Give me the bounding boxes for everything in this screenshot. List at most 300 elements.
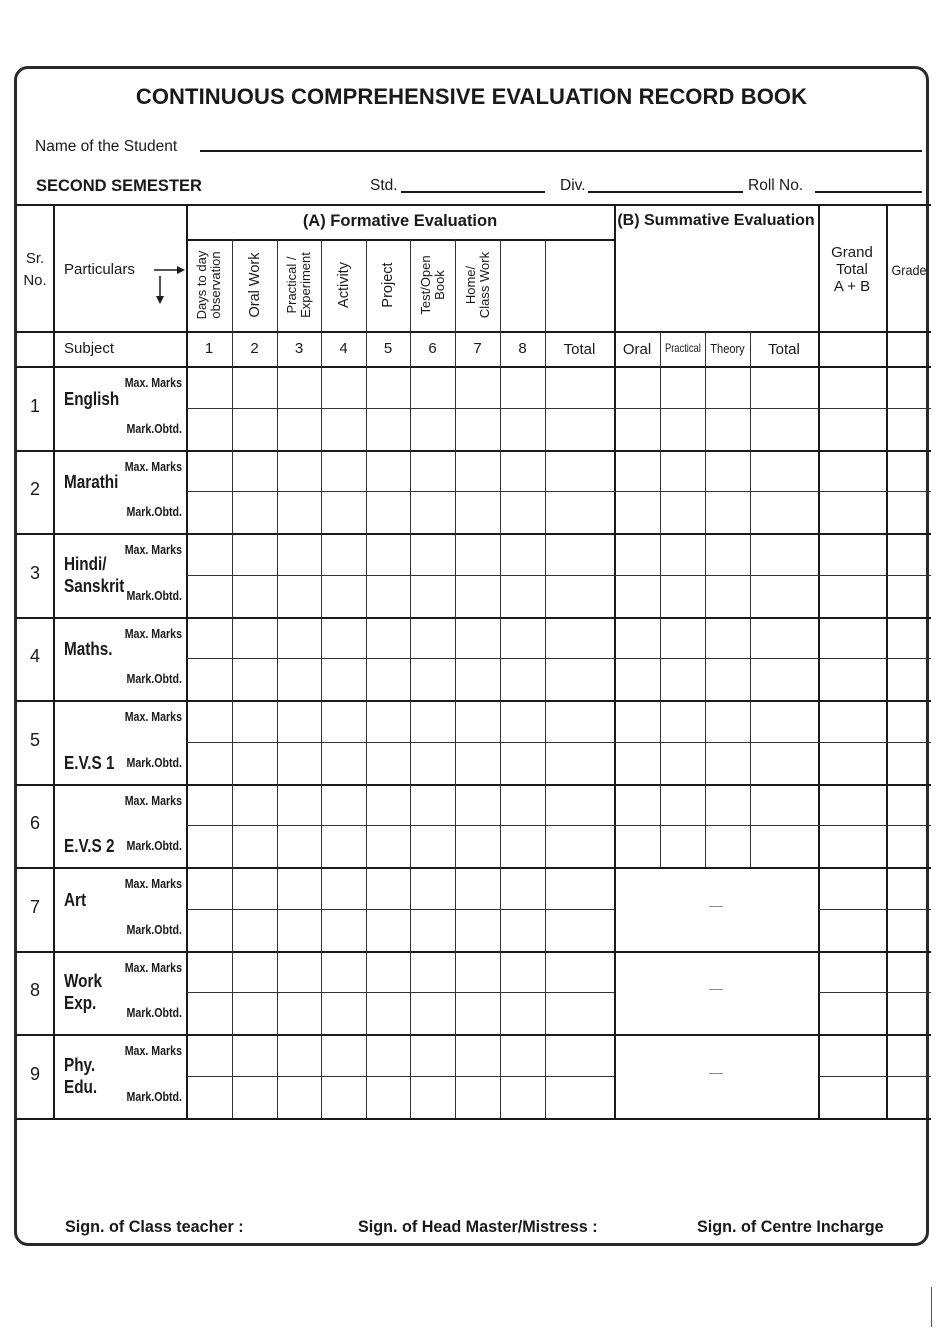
- marks-obtained-cell[interactable]: [323, 911, 364, 949]
- semester-label: SECOND SEMESTER: [36, 177, 202, 195]
- max-marks-cell[interactable]: [707, 619, 748, 657]
- page-edge-mark: [931, 1287, 932, 1327]
- max-marks-cell[interactable]: [279, 702, 319, 740]
- marks-obtained-cell[interactable]: [412, 911, 453, 949]
- marks-obtained-cell[interactable]: [279, 827, 319, 865]
- max-marks-cell[interactable]: [412, 869, 453, 907]
- max-marks-label: Max. Marks: [124, 459, 182, 474]
- marks-obtained-cell[interactable]: [502, 660, 543, 698]
- marks-obtained-cell[interactable]: [323, 994, 364, 1032]
- marks-obtained-cell[interactable]: [188, 577, 230, 615]
- max-marks-cell[interactable]: [547, 786, 612, 824]
- max-obtd-split-rule: [186, 909, 614, 910]
- marks-obtained-cell[interactable]: [547, 827, 612, 865]
- max-marks-cell[interactable]: [279, 619, 319, 657]
- max-marks-cell[interactable]: [457, 535, 498, 573]
- subject-name: [64, 889, 86, 911]
- max-marks-cell[interactable]: [188, 535, 230, 573]
- marks-obtained-cell[interactable]: [368, 994, 408, 1032]
- max-marks-cell[interactable]: [662, 619, 703, 657]
- marks-obtained-cell[interactable]: [502, 577, 543, 615]
- max-marks-cell[interactable]: [547, 869, 612, 907]
- max-marks-cell[interactable]: [457, 702, 498, 740]
- marks-obtained-cell[interactable]: [502, 410, 543, 448]
- particulars-arrows-icon: [152, 262, 186, 304]
- formative-label-line: Activity: [335, 262, 352, 308]
- marks-obtained-cell[interactable]: [234, 911, 275, 949]
- max-marks-cell[interactable]: [457, 1036, 498, 1074]
- marks-obtained-cell[interactable]: [323, 577, 364, 615]
- max-marks-cell[interactable]: [368, 452, 408, 490]
- marks-obtained-cell[interactable]: [547, 911, 612, 949]
- max-marks-cell[interactable]: [234, 953, 275, 991]
- max-marks-cell[interactable]: [707, 786, 748, 824]
- marks-obtained-cell[interactable]: [279, 410, 319, 448]
- max-marks-cell[interactable]: [616, 619, 658, 657]
- marks-obtained-cell[interactable]: [234, 577, 275, 615]
- marks-obtained-cell[interactable]: [662, 410, 703, 448]
- max-marks-cell[interactable]: [707, 535, 748, 573]
- max-obtd-split-rule: [886, 491, 931, 492]
- max-obtd-split-rule: [886, 408, 931, 409]
- marks-obtained-cell[interactable]: [502, 827, 543, 865]
- marks-obtained-cell[interactable]: [457, 911, 498, 949]
- marks-obtained-cell[interactable]: [662, 744, 703, 782]
- marks-obtained-cell[interactable]: [820, 744, 884, 782]
- max-marks-cell[interactable]: [188, 1036, 230, 1074]
- max-marks-cell[interactable]: [888, 1036, 929, 1074]
- max-marks-cell[interactable]: [707, 368, 748, 406]
- max-marks-cell[interactable]: [412, 1036, 453, 1074]
- max-marks-cell[interactable]: [752, 619, 816, 657]
- max-marks-cell[interactable]: [323, 869, 364, 907]
- marks-obtained-cell[interactable]: [888, 1078, 929, 1116]
- marks-obtained-cell[interactable]: [707, 660, 748, 698]
- marks-obtained-cell[interactable]: [457, 660, 498, 698]
- marks-obtained-cell[interactable]: [707, 493, 748, 531]
- max-marks-cell[interactable]: [820, 535, 884, 573]
- max-marks-cell[interactable]: [547, 619, 612, 657]
- max-marks-cell[interactable]: [502, 619, 543, 657]
- max-marks-cell[interactable]: [502, 869, 543, 907]
- marks-obtained-label: Mark.Obtd.: [126, 755, 182, 770]
- formative-total-rule: [545, 239, 546, 1118]
- std-field[interactable]: [401, 191, 545, 193]
- max-marks-cell[interactable]: [662, 786, 703, 824]
- sr-no-8: 8: [29, 980, 40, 1001]
- max-marks-cell[interactable]: [234, 869, 275, 907]
- subject-separator-rule: [16, 1118, 931, 1120]
- marks-obtained-cell[interactable]: [752, 410, 816, 448]
- subject-header: Subject: [64, 340, 115, 357]
- max-marks-cell[interactable]: [279, 953, 319, 991]
- max-marks-cell[interactable]: [502, 953, 543, 991]
- marks-obtained-cell[interactable]: [279, 577, 319, 615]
- marks-obtained-cell[interactable]: [234, 660, 275, 698]
- marks-obtained-cell[interactable]: [662, 827, 703, 865]
- marks-obtained-label: Mark.Obtd.: [126, 505, 182, 519]
- summative-column-rule: [705, 331, 706, 867]
- sr-column-rule: [53, 204, 55, 1118]
- marks-obtained-cell[interactable]: [547, 1078, 612, 1116]
- subject-name: [64, 471, 118, 493]
- max-marks-cell[interactable]: [368, 619, 408, 657]
- max-marks-cell[interactable]: [188, 452, 230, 490]
- student-name-field[interactable]: [200, 150, 922, 152]
- sr-no-2: 2: [29, 479, 40, 500]
- marks-obtained-label: Mark.Obtd.: [126, 839, 182, 853]
- max-marks-cell[interactable]: [234, 786, 275, 824]
- marks-obtained-cell[interactable]: [188, 660, 230, 698]
- max-marks-cell[interactable]: [547, 953, 612, 991]
- marks-obtained-cell[interactable]: [662, 493, 703, 531]
- max-marks-cell[interactable]: [662, 535, 703, 573]
- marks-obtained-cell[interactable]: [188, 410, 230, 448]
- formative-label-line: Book: [431, 270, 447, 300]
- marks-obtained-label: Mark.Obtd.: [126, 922, 182, 937]
- max-marks-cell[interactable]: [888, 869, 929, 907]
- max-obtd-split-rule: [186, 658, 886, 659]
- max-marks-cell[interactable]: [323, 702, 364, 740]
- marks-obtained-cell[interactable]: [888, 827, 929, 865]
- max-marks-cell[interactable]: [457, 953, 498, 991]
- marks-obtained-cell[interactable]: [412, 577, 453, 615]
- max-marks-cell[interactable]: [234, 619, 275, 657]
- formative-column-label-7: [464, 240, 492, 330]
- max-obtd-split-rule: [186, 1076, 614, 1077]
- max-marks-cell[interactable]: [502, 452, 543, 490]
- max-marks-cell[interactable]: [502, 535, 543, 573]
- marks-obtained-cell[interactable]: [323, 827, 364, 865]
- formative-label-line: Project: [380, 262, 396, 308]
- marks-obtained-cell[interactable]: [279, 744, 319, 782]
- marks-obtained-cell[interactable]: [707, 410, 748, 448]
- max-marks-cell[interactable]: [820, 619, 884, 657]
- max-marks-cell[interactable]: [820, 368, 884, 406]
- marks-obtained-cell[interactable]: [457, 1078, 498, 1116]
- max-marks-cell[interactable]: [820, 702, 884, 740]
- max-marks-cell[interactable]: [502, 786, 543, 824]
- marks-obtained-cell[interactable]: [188, 1078, 230, 1116]
- marks-obtained-cell[interactable]: [234, 410, 275, 448]
- max-marks-cell[interactable]: [412, 619, 453, 657]
- max-marks-cell[interactable]: [616, 786, 658, 824]
- max-marks-cell[interactable]: [502, 368, 543, 406]
- marks-obtained-cell[interactable]: [502, 1078, 543, 1116]
- max-marks-cell[interactable]: [188, 619, 230, 657]
- max-marks-cell[interactable]: [752, 452, 816, 490]
- marks-obtained-cell[interactable]: [820, 577, 884, 615]
- marks-obtained-label: Mark.Obtd.: [126, 421, 182, 436]
- max-marks-cell[interactable]: [888, 786, 929, 824]
- marks-obtained-cell[interactable]: [547, 493, 612, 531]
- max-marks-cell[interactable]: [368, 953, 408, 991]
- marks-obtained-cell[interactable]: [279, 660, 319, 698]
- max-marks-cell[interactable]: [279, 1036, 319, 1074]
- max-marks-cell[interactable]: [188, 368, 230, 406]
- max-marks-cell[interactable]: [234, 1036, 275, 1074]
- marks-obtained-cell[interactable]: [502, 493, 543, 531]
- max-marks-cell[interactable]: [323, 452, 364, 490]
- subject-name-line: Marathi: [64, 472, 119, 493]
- max-marks-cell[interactable]: [457, 452, 498, 490]
- max-marks-label: Max. Marks: [124, 543, 182, 557]
- marks-obtained-cell[interactable]: [707, 827, 748, 865]
- marks-obtained-cell[interactable]: [616, 493, 658, 531]
- marks-obtained-cell[interactable]: [412, 744, 453, 782]
- marks-obtained-cell[interactable]: [323, 1078, 364, 1116]
- marks-obtained-cell[interactable]: [188, 827, 230, 865]
- marks-obtained-cell[interactable]: [412, 660, 453, 698]
- max-marks-cell[interactable]: [616, 535, 658, 573]
- max-marks-cell[interactable]: [368, 869, 408, 907]
- marks-obtained-cell[interactable]: [368, 410, 408, 448]
- marks-obtained-cell[interactable]: [188, 493, 230, 531]
- max-marks-cell[interactable]: [752, 702, 816, 740]
- formative-column-number-4: 4: [339, 340, 348, 357]
- marks-obtained-cell[interactable]: [279, 911, 319, 949]
- max-marks-cell[interactable]: [616, 368, 658, 406]
- marks-obtained-cell[interactable]: [820, 1078, 884, 1116]
- marks-obtained-cell[interactable]: [616, 827, 658, 865]
- summative-column-rule: [660, 331, 661, 867]
- max-marks-cell[interactable]: [662, 452, 703, 490]
- marks-obtained-cell[interactable]: [279, 493, 319, 531]
- max-marks-cell[interactable]: [279, 535, 319, 573]
- max-marks-cell[interactable]: [457, 368, 498, 406]
- marks-obtained-cell[interactable]: [888, 660, 929, 698]
- max-marks-cell[interactable]: [412, 535, 453, 573]
- max-marks-cell[interactable]: [323, 1036, 364, 1074]
- marks-obtained-cell[interactable]: [457, 493, 498, 531]
- marks-obtained-cell[interactable]: [188, 994, 230, 1032]
- marks-obtained-cell[interactable]: [412, 410, 453, 448]
- summative-column-total: Total: [768, 341, 800, 358]
- marks-obtained-cell[interactable]: [323, 744, 364, 782]
- sr-no-5: 5: [29, 729, 40, 750]
- formative-column-label-6: [419, 240, 447, 330]
- max-marks-cell[interactable]: [888, 368, 929, 406]
- marks-obtained-cell[interactable]: [412, 1078, 453, 1116]
- marks-obtained-cell[interactable]: [323, 660, 364, 698]
- page-title: CONTINUOUS COMPREHENSIVE EVALUATION RECORD BOOK: [135, 84, 808, 109]
- grand-total-line-2: Total: [836, 261, 868, 278]
- max-marks-cell[interactable]: [279, 869, 319, 907]
- max-marks-cell[interactable]: [888, 702, 929, 740]
- subject-name: [64, 388, 119, 410]
- marks-obtained-cell[interactable]: [888, 410, 929, 448]
- max-marks-cell[interactable]: [412, 786, 453, 824]
- marks-obtained-cell[interactable]: [502, 744, 543, 782]
- marks-obtained-cell[interactable]: [820, 994, 884, 1032]
- student-name-label: Name of the Student: [35, 138, 178, 155]
- marks-obtained-cell[interactable]: [547, 660, 612, 698]
- marks-obtained-cell[interactable]: [547, 410, 612, 448]
- max-marks-cell[interactable]: [502, 1036, 543, 1074]
- max-marks-cell[interactable]: [752, 786, 816, 824]
- marks-obtained-cell[interactable]: [234, 493, 275, 531]
- max-marks-cell[interactable]: [820, 869, 884, 907]
- marks-obtained-cell[interactable]: [457, 744, 498, 782]
- marks-obtained-cell[interactable]: [457, 827, 498, 865]
- marks-obtained-cell[interactable]: [820, 827, 884, 865]
- marks-obtained-cell[interactable]: [234, 994, 275, 1032]
- max-marks-cell[interactable]: [368, 1036, 408, 1074]
- max-marks-cell[interactable]: [323, 535, 364, 573]
- marks-obtained-cell[interactable]: [616, 744, 658, 782]
- max-marks-cell[interactable]: [502, 702, 543, 740]
- marks-obtained-cell[interactable]: [502, 911, 543, 949]
- marks-obtained-cell[interactable]: [888, 493, 929, 531]
- max-marks-cell[interactable]: [662, 368, 703, 406]
- formative-label-line: observation: [208, 251, 223, 319]
- marks-obtained-cell[interactable]: [616, 660, 658, 698]
- max-marks-cell[interactable]: [188, 702, 230, 740]
- marks-obtained-cell[interactable]: [234, 827, 275, 865]
- marks-obtained-cell[interactable]: [752, 827, 816, 865]
- marks-obtained-cell[interactable]: [368, 493, 408, 531]
- max-marks-cell[interactable]: [547, 452, 612, 490]
- marks-obtained-cell[interactable]: [547, 744, 612, 782]
- marks-obtained-cell[interactable]: [707, 744, 748, 782]
- max-marks-cell[interactable]: [323, 619, 364, 657]
- max-marks-cell[interactable]: [820, 1036, 884, 1074]
- max-marks-cell[interactable]: [412, 368, 453, 406]
- marks-obtained-cell[interactable]: [323, 493, 364, 531]
- marks-obtained-cell[interactable]: [188, 744, 230, 782]
- max-obtd-split-rule: [886, 742, 931, 743]
- max-marks-cell[interactable]: [662, 702, 703, 740]
- max-marks-cell[interactable]: [234, 535, 275, 573]
- max-marks-cell[interactable]: [888, 953, 929, 991]
- max-marks-cell[interactable]: [707, 452, 748, 490]
- sign-centre-incharge: Sign. of Centre Incharge: [697, 1217, 884, 1236]
- marks-obtained-cell[interactable]: [188, 911, 230, 949]
- marks-obtained-cell[interactable]: [279, 994, 319, 1032]
- max-marks-cell[interactable]: [412, 702, 453, 740]
- marks-obtained-cell[interactable]: [820, 660, 884, 698]
- max-marks-cell[interactable]: [752, 535, 816, 573]
- marks-obtained-cell[interactable]: [888, 911, 929, 949]
- roll-no-field[interactable]: [815, 191, 922, 193]
- marks-obtained-cell[interactable]: [752, 493, 816, 531]
- marks-obtained-cell[interactable]: [820, 911, 884, 949]
- max-marks-cell[interactable]: [707, 702, 748, 740]
- max-obtd-split-rule: [186, 992, 614, 993]
- marks-obtained-cell[interactable]: [616, 410, 658, 448]
- max-marks-cell[interactable]: [457, 619, 498, 657]
- max-marks-cell[interactable]: [234, 368, 275, 406]
- marks-obtained-cell[interactable]: [662, 577, 703, 615]
- max-marks-cell[interactable]: [323, 786, 364, 824]
- marks-obtained-cell[interactable]: [820, 493, 884, 531]
- max-marks-cell[interactable]: [412, 452, 453, 490]
- marks-obtained-cell[interactable]: [752, 744, 816, 782]
- max-marks-cell[interactable]: [820, 953, 884, 991]
- max-marks-label: Max. Marks: [124, 626, 182, 641]
- formative-label-line: Class Work: [476, 251, 492, 319]
- sr-no-1: 1: [29, 395, 40, 416]
- marks-obtained-cell[interactable]: [547, 994, 612, 1032]
- formative-column-label-2: [248, 240, 262, 330]
- marks-obtained-cell[interactable]: [234, 1078, 275, 1116]
- max-marks-cell[interactable]: [279, 368, 319, 406]
- max-marks-cell[interactable]: [547, 1036, 612, 1074]
- marks-obtained-cell[interactable]: [368, 660, 408, 698]
- marks-obtained-cell[interactable]: [368, 577, 408, 615]
- max-marks-cell[interactable]: [888, 535, 929, 573]
- marks-obtained-cell[interactable]: [368, 1078, 408, 1116]
- max-marks-cell[interactable]: [188, 869, 230, 907]
- max-marks-cell[interactable]: [368, 786, 408, 824]
- marks-obtained-cell[interactable]: [457, 410, 498, 448]
- max-marks-cell[interactable]: [888, 452, 929, 490]
- summative-column-practical: Practical: [664, 341, 701, 355]
- max-marks-cell[interactable]: [279, 452, 319, 490]
- max-marks-cell[interactable]: [188, 786, 230, 824]
- marks-obtained-cell[interactable]: [412, 994, 453, 1032]
- max-marks-cell[interactable]: [888, 619, 929, 657]
- marks-obtained-cell[interactable]: [752, 577, 816, 615]
- marks-obtained-cell[interactable]: [888, 744, 929, 782]
- marks-obtained-cell[interactable]: [323, 410, 364, 448]
- marks-obtained-cell[interactable]: [888, 994, 929, 1032]
- marks-obtained-cell[interactable]: [368, 827, 408, 865]
- marks-obtained-cell[interactable]: [888, 577, 929, 615]
- max-marks-cell[interactable]: [234, 452, 275, 490]
- marks-obtained-cell[interactable]: [820, 410, 884, 448]
- marks-obtained-cell[interactable]: [412, 827, 453, 865]
- max-marks-cell[interactable]: [234, 702, 275, 740]
- marks-obtained-cell[interactable]: [279, 1078, 319, 1116]
- max-marks-cell[interactable]: [616, 452, 658, 490]
- marks-obtained-cell[interactable]: [368, 744, 408, 782]
- marks-obtained-cell[interactable]: [368, 911, 408, 949]
- max-marks-cell[interactable]: [368, 535, 408, 573]
- marks-obtained-cell[interactable]: [616, 577, 658, 615]
- max-marks-cell[interactable]: [279, 786, 319, 824]
- max-marks-cell[interactable]: [412, 953, 453, 991]
- max-marks-cell[interactable]: [368, 702, 408, 740]
- marks-obtained-cell[interactable]: [234, 744, 275, 782]
- formative-column-rule: [410, 239, 411, 1118]
- formative-column-rule: [500, 239, 501, 1118]
- max-marks-cell[interactable]: [457, 786, 498, 824]
- marks-obtained-cell[interactable]: [547, 577, 612, 615]
- max-marks-cell[interactable]: [752, 368, 816, 406]
- max-marks-cell[interactable]: [323, 953, 364, 991]
- particulars-header: Particulars: [64, 261, 135, 278]
- max-marks-cell[interactable]: [820, 786, 884, 824]
- max-marks-cell[interactable]: [457, 869, 498, 907]
- marks-obtained-cell[interactable]: [662, 660, 703, 698]
- max-marks-cell[interactable]: [323, 368, 364, 406]
- marks-obtained-cell[interactable]: [752, 660, 816, 698]
- marks-obtained-cell[interactable]: [457, 994, 498, 1032]
- max-marks-cell[interactable]: [547, 368, 612, 406]
- max-marks-cell[interactable]: [188, 953, 230, 991]
- div-field[interactable]: [588, 191, 743, 193]
- max-marks-cell[interactable]: [616, 702, 658, 740]
- marks-obtained-cell[interactable]: [707, 577, 748, 615]
- max-marks-cell[interactable]: [547, 535, 612, 573]
- marks-obtained-cell[interactable]: [412, 493, 453, 531]
- marks-obtained-cell[interactable]: [457, 577, 498, 615]
- max-marks-cell[interactable]: [820, 452, 884, 490]
- max-marks-cell[interactable]: [368, 368, 408, 406]
- max-marks-cell[interactable]: [547, 702, 612, 740]
- marks-obtained-cell[interactable]: [502, 994, 543, 1032]
